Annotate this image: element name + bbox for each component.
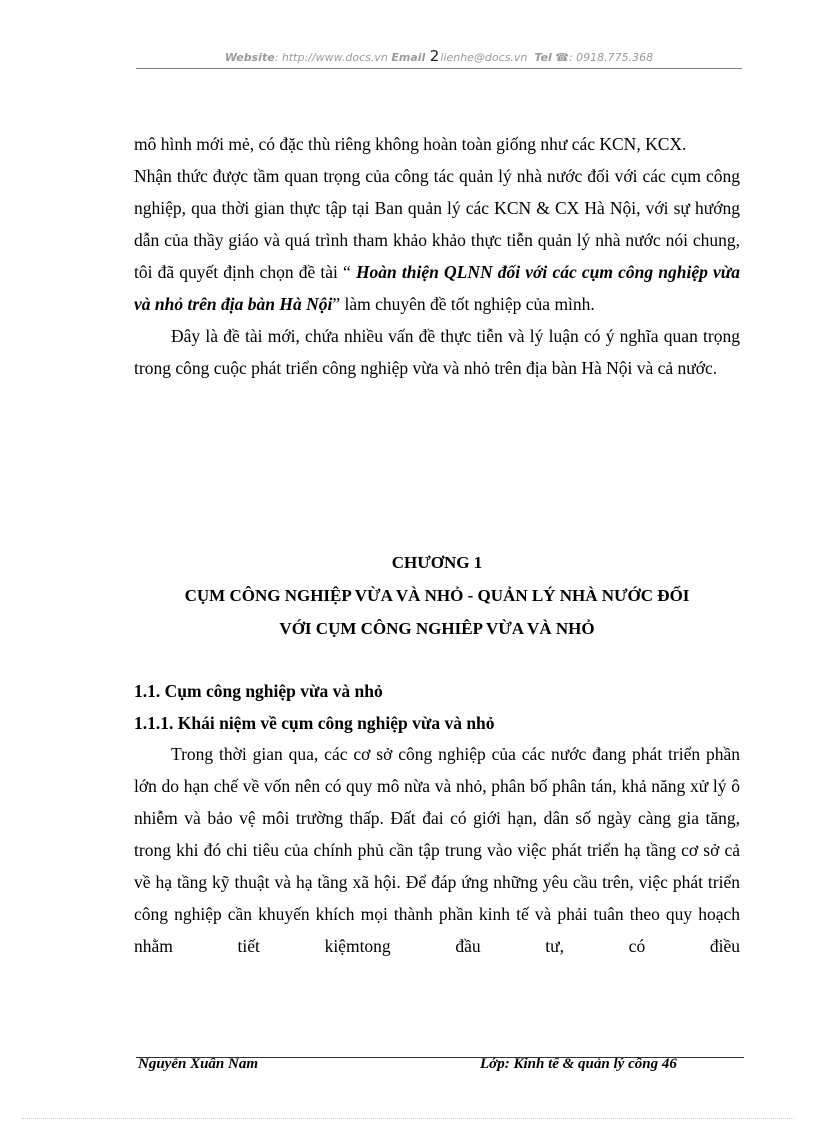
section-body — [134, 738, 740, 962]
website-value[interactable]: : http://www.docs.vn — [274, 51, 388, 64]
chapter-title-line-2: VỚI CỤM CÔNG NGHIÊP VỪA VÀ NHỎ — [279, 619, 595, 638]
page-header — [136, 46, 742, 69]
section-1-1-1-heading: 1.1.1. Khái niệm về cụm công nghiệp vừa và nhỏ — [134, 713, 495, 733]
page-footer — [136, 1057, 744, 1076]
paragraph-2 — [134, 160, 740, 320]
paragraph-2-text: Nhận thức được tầm quan trọng của công tác quản lý nhà nước đối với các cụm công nghiệp, qua thời gian thực tập tại Ban quản lý các KCN & CX Hà Nội, với sự hướng dẫn của thầy giáo và quá trình tham khảo khảo thực tiễn quản lý nhà nước nói chung, tôi đã quyết định chọn đề tài “ — [134, 166, 740, 282]
paragraph-2-end: ” làm chuyên đề tốt nghiệp của mình. — [332, 294, 595, 314]
section-1-1-heading: 1.1. Cụm công nghiệp vừa và nhỏ — [134, 681, 383, 701]
footer-author: Nguyễn Xuân Nam — [138, 1057, 259, 1072]
paragraph-1: mô hình mới mẻ, có đặc thù riêng không hoàn toàn giống như các KCN, KCX. — [134, 134, 687, 154]
chapter-title-line-1: CỤM CÔNG NGHIỆP VỪA VÀ NHỎ - QUẢN LÝ NHÀ NƯỚC ĐỐI — [184, 586, 690, 605]
intro-text — [134, 128, 740, 384]
chapter-label: CHƯƠNG 1 — [391, 553, 483, 572]
email-value[interactable]: lienhe@docs.vn — [440, 51, 528, 64]
tel-value: : 0918.775.368 — [568, 51, 654, 64]
phone-icon: ☎ — [555, 51, 569, 64]
footer-class: Lớp: Kinh tế & quản lý công 46 — [480, 1057, 677, 1072]
page-number: 2 — [429, 47, 440, 65]
email-label: Email — [391, 51, 426, 64]
tel-label: Tel — [534, 51, 552, 64]
paragraph-4: Trong thời gian qua, các cơ sở công nghiệp của các nước đang phát triển phần lớn do hạn chế về vốn nên có quy mô nừa và nhỏ, phân bố phân tán, khả năng xử lý ô nhiễm và bảo vệ môi trường thấp. Đất đai có giới hạn, dân số ngày càng gia tăng, trong khi đó chi tiêu của chính phủ cần tập trung vào việc phát triển hạ tầng cơ sở cả về hạ tầng kỹ thuật và hạ tầng xã hội. Để đáp ứng những yêu cầu trên, việc phát triển công nghiệp cần khuyến khích mọi thành phần kinh tế và phải tuân theo quy hoạch nhằm tiết kiệmtong đầu tư, có điều — [134, 744, 740, 956]
thesis-title: Hoàn thiện QLNN đối với các cụm công nghiệp vừa và nhỏ trên địa bàn Hà Nội — [134, 262, 741, 314]
page-bottom-divider — [22, 1118, 794, 1119]
chapter-heading — [134, 548, 740, 644]
paragraph-3: Đây là đề tài mới, chứa nhiều vấn đề thực tiễn và lý luận có ý nghĩa quan trọng trong công cuộc phát triển công nghiệp vừa và nhỏ trên địa bàn Hà Nội và cả nước. — [134, 326, 740, 378]
website-label: Website — [224, 51, 275, 64]
